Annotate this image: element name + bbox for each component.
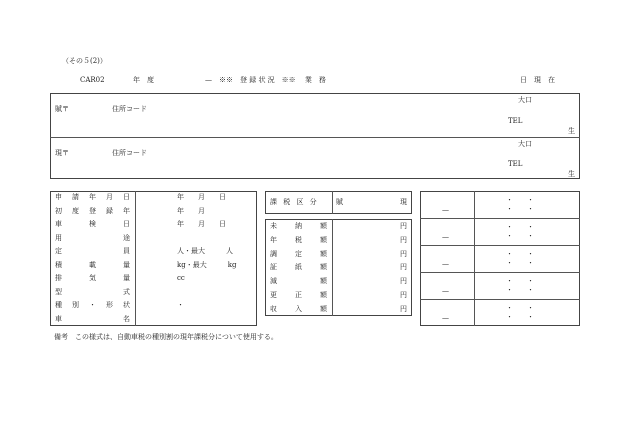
- curr-address-label: 現〒: [55, 149, 69, 157]
- dates-row-mark: —: [442, 314, 449, 322]
- dates-row-mark: —: [442, 233, 449, 241]
- vehicle-label: 用 途: [55, 233, 130, 242]
- tax-label: 更 正 額: [270, 291, 327, 299]
- tax-amount-divider: [332, 219, 333, 316]
- tax-unit: 円: [400, 291, 407, 299]
- vehicle-label: 型 式: [55, 287, 130, 296]
- tel-label-2: TEL: [508, 160, 523, 168]
- tax-category-divider: [332, 191, 333, 214]
- tax-unit: 円: [400, 263, 407, 272]
- dates-row-divider: [420, 218, 580, 219]
- dates-row-divider: [420, 272, 580, 273]
- dates-row-mark: —: [442, 287, 449, 295]
- vehicle-value: 年 月: [177, 206, 205, 215]
- tax-unit: 円: [400, 277, 407, 286]
- code-label: CAR02: [80, 76, 105, 84]
- date-label: 日 現 在: [520, 76, 555, 84]
- vehicle-value: 年 月 日: [177, 193, 226, 201]
- vehicle-label: 定 員: [55, 247, 130, 255]
- vehicle-label: 申 請 年 月 日: [55, 193, 130, 201]
- dates-row-dots: ・ ・ ・ ・: [506, 304, 534, 321]
- form-title: — ※※ 登 録 状 況 ※※ 業 務: [205, 76, 326, 84]
- vehicle-value: 年 月 日: [177, 220, 226, 228]
- vehicle-label: 種別・形状: [55, 301, 130, 309]
- tax-label: 調 定 額: [270, 249, 327, 258]
- address-code-label-1: 住所コード: [112, 105, 147, 113]
- tax-category-prefix: 賦: [336, 198, 343, 206]
- dates-row-dots: ・ ・ ・ ・: [506, 277, 534, 294]
- tax-label: 証 紙 額: [270, 263, 327, 272]
- vehicle-value: cc: [177, 274, 185, 282]
- vehicle-label: 積 載 量: [55, 260, 130, 269]
- dates-row-dots: ・ ・ ・ ・: [506, 250, 534, 267]
- dates-row-dots: ・ ・ ・ ・: [506, 196, 534, 213]
- tax-category-label: 課 税 区 分: [270, 198, 319, 206]
- dates-row-mark: —: [442, 206, 449, 214]
- address-divider: [50, 137, 580, 138]
- vehicle-value: 人・最大 人: [177, 247, 233, 255]
- tax-category-suffix: 現: [400, 198, 407, 206]
- tax-label: 収 入 額: [270, 304, 327, 313]
- note-text: 備考 この様式は、自動車税の種別割の現年課税分について使用する。: [54, 333, 278, 341]
- daikuchi-label-1: 大口: [518, 96, 532, 104]
- tax-unit: 円: [400, 249, 407, 258]
- vehicle-label: 車 名: [55, 314, 130, 323]
- tax-label: 年 税 額: [270, 235, 327, 244]
- vehicle-label: 排 気 量: [55, 274, 130, 282]
- dates-row-divider: [420, 245, 580, 246]
- year-label: 年 度: [133, 76, 154, 84]
- tax-unit: 円: [400, 235, 407, 244]
- vehicle-value: ・: [177, 301, 184, 309]
- tel-label-1: TEL: [508, 117, 523, 125]
- tax-unit: 円: [400, 304, 407, 313]
- tax-label: 減 額: [270, 277, 327, 286]
- vehicle-value: kg・最大 kg: [177, 260, 237, 269]
- tax-unit: 円: [400, 222, 407, 230]
- vehicle-table-divider: [135, 191, 136, 326]
- prev-address-label: 賦〒: [55, 105, 69, 113]
- address-code-label-2: 住所コード: [112, 149, 147, 157]
- dates-row-mark: —: [442, 260, 449, 268]
- vehicle-label: 車 検 日: [55, 220, 130, 228]
- sei-label-1: 生: [568, 127, 575, 135]
- sei-label-2: 生: [568, 170, 575, 178]
- dates-table-divider: [474, 191, 475, 326]
- dates-row-divider: [420, 299, 580, 300]
- vehicle-label: 初 度 登 録 年: [55, 206, 130, 215]
- daikuchi-label-2: 大口: [518, 140, 532, 148]
- form-number: （その５(2)）: [62, 57, 107, 65]
- dates-row-dots: ・ ・ ・ ・: [506, 223, 534, 240]
- tax-label: 未 納 額: [270, 222, 327, 230]
